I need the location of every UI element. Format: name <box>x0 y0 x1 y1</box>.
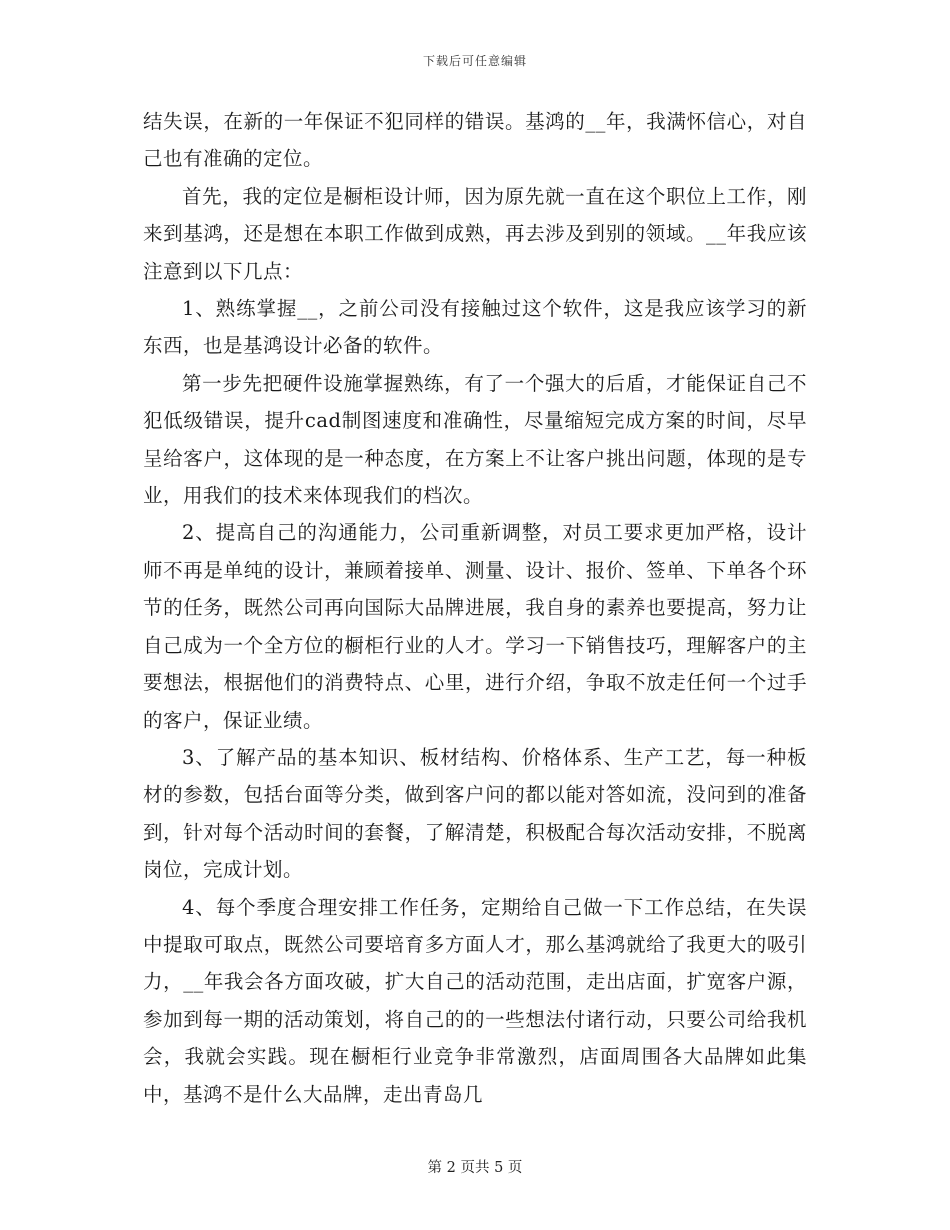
page-number: 第 2 页共 5 页 <box>427 1160 523 1176</box>
paragraph-point-2: 2、提高自己的沟通能力，公司重新调整，对员工要求更加严格，设计师不再是单纯的设计，兼顾着接单、测量、设计、报价、签单、下单各个环节的任务，既然公司再向国际大品牌进展，我自身的素养也要提高，努力让自己成为一个全方位的橱柜行业的人才。学习一下销售技巧，理解客户的主要想法，根据他们的消费特点、心里，进行介绍，争取不放走任何一个过手的客户，保证业绩。 <box>143 521 807 732</box>
paragraph-point-3: 3、了解产品的基本知识、板材结构、价格体系、生产工艺，每一种板材的参数，包括台面等分类，做到客户问的都以能对答如流，没问到的准备到，针对每个活动时间的套餐，了解清楚，积极配合每次活动安排，不脱离岗位，完成计划。 <box>143 745 807 882</box>
paragraph-positioning: 首先，我的定位是橱柜设计师，因为原先就一直在这个职位上工作，刚来到基鸿，还是想在本职工作做到成熟，再去涉及到别的领域。__年我应该注意到以下几点： <box>143 184 807 283</box>
paragraph-point-4: 4、每个季度合理安排工作任务，定期给自己做一下工作总结，在失误中提取可取点，既然公司要培育多方面人才，那么基鸿就给了我更大的吸引力，__年我会各方面攻破，扩大自己的活动范围，走出店面，扩宽客户源，参加到每一期的活动策划，将自己的的一些想法付诸行动，只要公司给我机会，我就会实践。现在橱柜行业竞争非常激烈，店面周围各大品牌如此集中，基鸿不是什么大品牌，走出青岛几 <box>143 895 807 1106</box>
paragraph-first-step: 第一步先把硬件设施掌握熟练，有了一个强大的后盾，才能保证自己不犯低级错误，提升cad制图速度和准确性，尽量缩短完成方案的时间，尽早呈给客户，这体现的是一种态度，在方案上不让客户挑出问题，体现的是专业，用我们的技术来体现我们的档次。 <box>143 371 807 508</box>
paragraph-point-1: 1、熟练掌握__，之前公司没有接触过这个软件，这是我应该学习的新东西，也是基鸿设计必备的软件。 <box>143 297 807 358</box>
page-header: 下载后可任意编辑 <box>422 54 527 68</box>
document-body <box>143 103 807 1113</box>
paragraph-continuation: 结失误，在新的一年保证不犯同样的错误。基鸿的__年，我满怀信心，对自己也有准确的定位。 <box>143 110 807 171</box>
